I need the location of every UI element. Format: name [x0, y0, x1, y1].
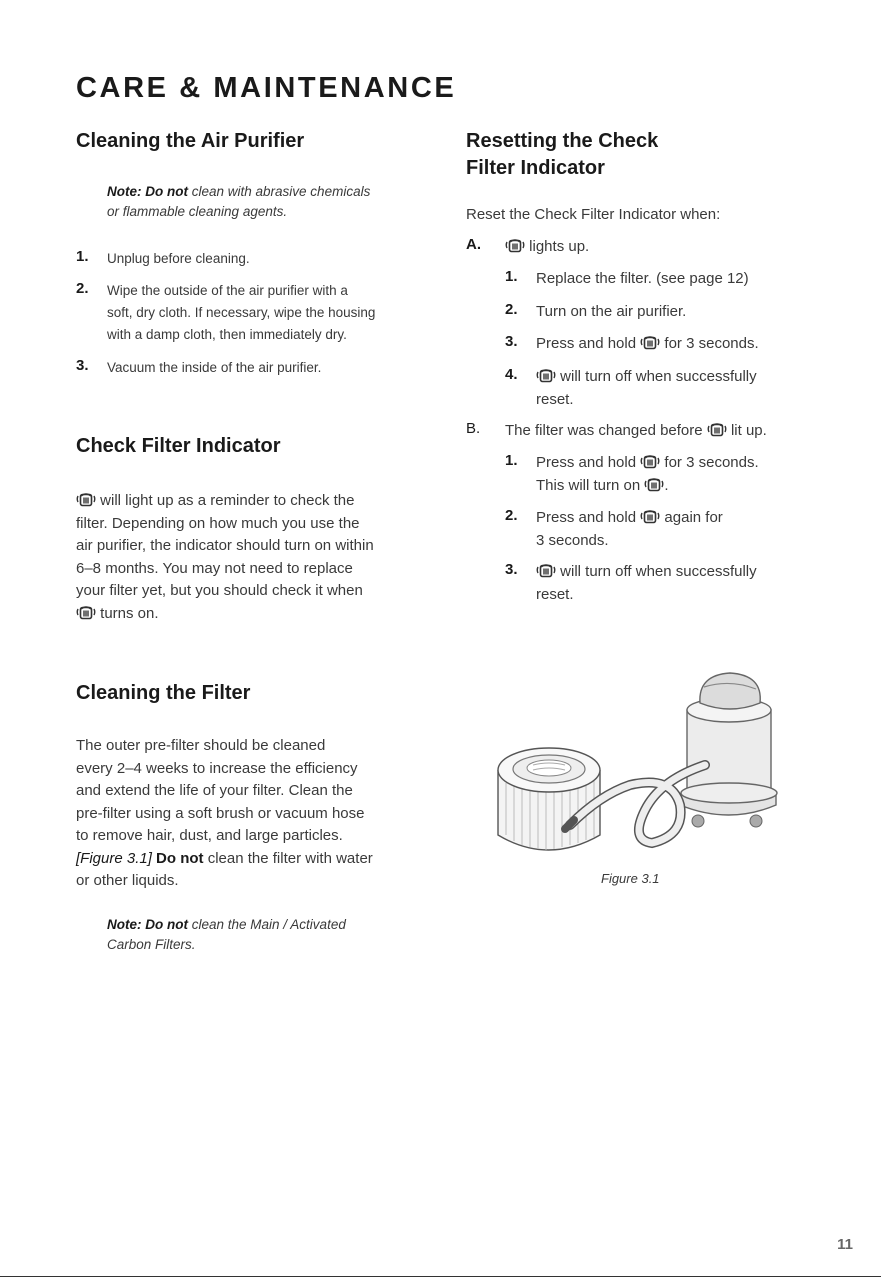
filter-indicator-icon — [644, 476, 664, 492]
cleaning-filter-heading: Cleaning the Filter — [76, 682, 251, 704]
paragraph-line: 6–8 months. You may not need to replace — [76, 559, 353, 577]
note-label: Note: Do not — [107, 917, 188, 932]
step-number: 1. — [505, 452, 518, 469]
page-number: 11 — [837, 1236, 853, 1253]
case-line: The filter was changed before — [505, 422, 703, 439]
resetting-intro: Reset the Check Filter Indicator when: — [466, 206, 721, 223]
pre-filter — [498, 748, 600, 850]
filter-indicator-icon — [505, 237, 525, 253]
step-number: 1. — [76, 248, 89, 265]
figure-reference: [Figure 3.1] — [76, 849, 152, 867]
filter-indicator-icon — [707, 421, 727, 437]
paragraph-line: will light up as a reminder to check the — [100, 492, 355, 509]
filter-indicator-icon — [536, 562, 556, 578]
filter-indicator-icon — [76, 604, 96, 620]
paragraph-line: and extend the life of your filter. Clean the — [76, 782, 353, 799]
step-text — [536, 333, 759, 356]
step-text — [536, 366, 757, 411]
figure-caption: Figure 3.1 — [601, 871, 660, 886]
paragraph-line: turns on. — [100, 604, 159, 622]
step-text — [536, 561, 757, 606]
filter-vacuum-illustration — [480, 665, 790, 865]
step-line: This will turn on — [536, 476, 641, 494]
paragraph-line: pre-filter using a soft brush or vacuum hose — [76, 804, 365, 822]
step-line: Wipe the outside of the air purifier with a — [107, 283, 348, 298]
step-line: will turn off when successfully — [560, 368, 757, 385]
cleaning-purifier-heading: Cleaning the Air Purifier — [76, 130, 305, 152]
paragraph-line: your filter yet, but you should check it when — [76, 582, 363, 599]
step-text — [536, 507, 723, 552]
heading-line: Resetting the Check — [466, 130, 659, 152]
paragraph-line: every 2–4 weeks to increase the efficiency — [76, 759, 358, 777]
paragraph-line: filter. Depending on how much you use the — [76, 514, 360, 532]
step-text — [107, 280, 375, 346]
note-line: clean with abrasive chemicals — [191, 184, 371, 199]
page-title: CARE & MAINTENANCE — [76, 72, 457, 104]
step-number: 2. — [76, 280, 89, 297]
step-line: reset. — [536, 585, 574, 603]
case-text — [505, 236, 589, 259]
step-text — [536, 452, 759, 497]
filter-indicator-icon — [640, 453, 660, 469]
step-line: for 3 seconds. — [664, 454, 759, 471]
step-text: Vacuum the inside of the air purifier. — [107, 360, 322, 375]
step-line: Press and hold — [536, 509, 637, 526]
paragraph-line: to remove hair, dust, and large particles. — [76, 827, 343, 844]
resetting-heading — [466, 128, 658, 182]
step-text: Turn on the air purifier. — [536, 303, 687, 320]
step-line: again for — [664, 509, 723, 526]
vacuum-cleaner — [680, 673, 777, 827]
step-line: . — [664, 476, 669, 494]
cleaning-filter-paragraph — [76, 735, 426, 893]
step-line: reset. — [536, 390, 574, 408]
step-number: 1. — [505, 268, 518, 285]
note-line: clean the Main / Activated — [191, 917, 346, 932]
step-line: soft, dry cloth. If necessary, wipe the housing — [107, 305, 376, 320]
cleaning-purifier-note — [107, 182, 370, 222]
case-text — [505, 420, 767, 443]
note-line: or flammable cleaning agents. — [107, 204, 288, 219]
paragraph-line: clean the filter with water — [207, 849, 373, 867]
case-line: lights up. — [529, 238, 590, 255]
step-text: Replace the filter. (see page 12) — [536, 270, 749, 287]
case-label: A. — [466, 236, 481, 253]
step-number: 3. — [76, 357, 89, 374]
step-number: 3. — [505, 561, 518, 578]
step-number: 2. — [505, 507, 518, 524]
case-line: lit up. — [730, 422, 767, 439]
step-line: for 3 seconds. — [664, 335, 759, 352]
step-line: 3 seconds. — [536, 531, 609, 549]
step-line: Press and hold — [536, 454, 637, 471]
cleaning-filter-note — [107, 915, 346, 955]
filter-indicator-icon — [536, 367, 556, 383]
step-text: Unplug before cleaning. — [107, 251, 250, 266]
filter-indicator-icon — [640, 508, 660, 524]
case-label: B. — [466, 420, 481, 437]
paragraph-line: or other liquids. — [76, 872, 179, 889]
step-line: Press and hold — [536, 335, 637, 352]
step-line: will turn off when successfully — [560, 563, 757, 580]
filter-indicator-icon — [640, 334, 660, 350]
step-line: with a damp cloth, then immediately dry. — [107, 327, 347, 342]
note-line: Carbon Filters. — [107, 937, 196, 952]
step-number: 3. — [505, 333, 518, 350]
step-number: 4. — [505, 366, 518, 383]
check-filter-paragraph — [76, 490, 426, 625]
paragraph-line: air purifier, the indicator should turn on within — [76, 537, 374, 554]
paragraph-line: The outer pre-filter should be cleaned — [76, 737, 326, 754]
step-number: 2. — [505, 301, 518, 318]
filter-indicator-icon — [76, 491, 96, 507]
emphasis: Do not — [156, 849, 204, 867]
note-label: Note: Do not — [107, 184, 188, 199]
check-filter-heading: Check Filter Indicator — [76, 435, 281, 457]
footer-divider — [0, 1276, 881, 1277]
heading-line: Filter Indicator — [466, 157, 605, 179]
